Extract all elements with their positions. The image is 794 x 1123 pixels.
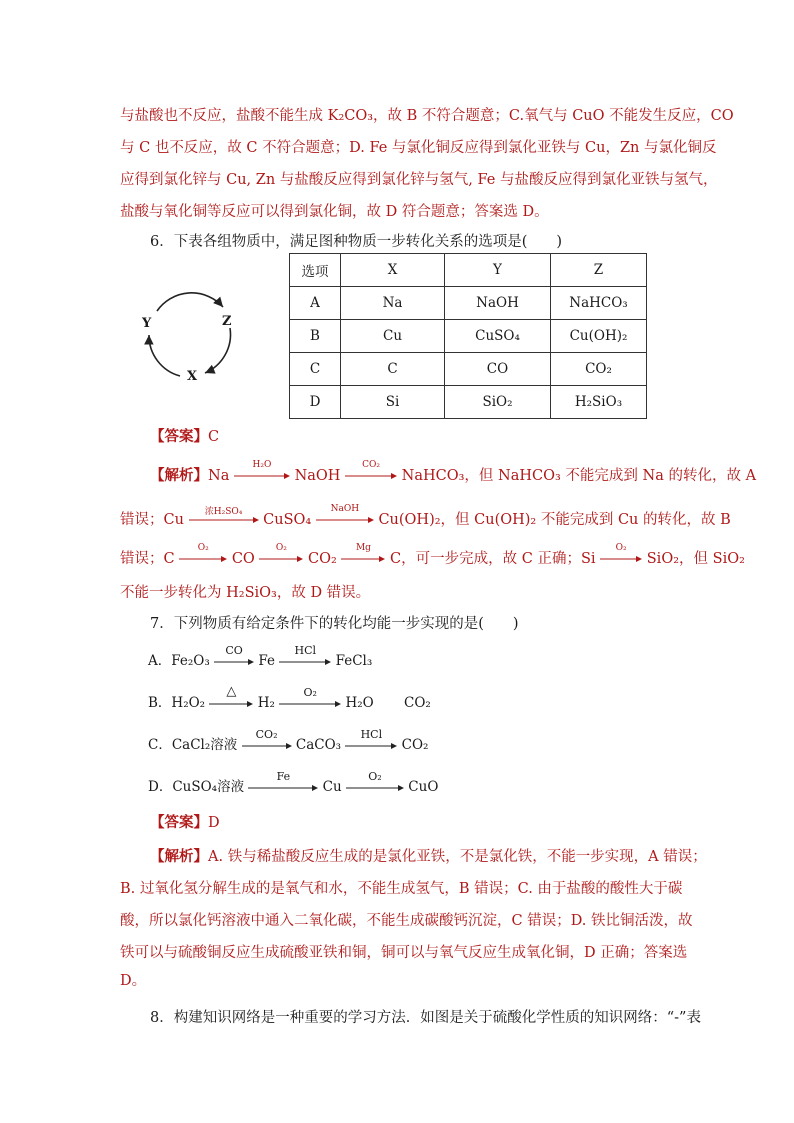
arrow-condition: Fe [276, 769, 291, 783]
formula-text: A．Fe₂O₃ [148, 653, 210, 669]
table-row [290, 353, 647, 386]
cycle-label-z: Z [222, 314, 232, 329]
arrow-condition: O₂ [615, 543, 627, 553]
table-cell: A [290, 287, 341, 320]
table-cell: Na [341, 287, 445, 320]
answer-label: 【答案】 [150, 428, 208, 445]
reaction-arrow [316, 504, 374, 524]
q6-analysis-line-1 [150, 460, 757, 485]
formula-text: Fe [258, 653, 275, 669]
q7-analysis-line-1 [150, 845, 707, 866]
table-cell: NaOH [445, 287, 551, 320]
reaction-arrow [242, 727, 292, 750]
reaction-arrow [234, 460, 290, 480]
cycle-label-x: X [187, 369, 198, 384]
formula-text: CO [231, 551, 255, 567]
analysis-text: A. 铁与稀盐酸反应生成的是氯化亚铁，不是氯化铁，不能一步实现，A 错误； [208, 849, 707, 865]
reaction-arrow [248, 769, 318, 792]
table-cell: C [290, 353, 341, 386]
options-table [289, 253, 647, 419]
formula-text: CuO [408, 779, 439, 795]
formula-text: B．H₂O₂ [148, 695, 206, 711]
table-cell: C [341, 353, 445, 386]
arrow-condition: 浓H₂SO₄ [204, 507, 243, 517]
analysis-label: 【解析】 [150, 848, 208, 865]
q7-analysis-line-5: D。 [120, 973, 147, 989]
q7-option-b [148, 683, 431, 711]
reaction-arrow [341, 543, 385, 563]
table-cell: Cu [341, 320, 445, 353]
formula-text: CuSO₄ [263, 512, 312, 528]
formula-text: C，可一步完成，故 C 正确；Si [390, 551, 596, 567]
arrow-condition: NaOH [330, 504, 360, 514]
formula-text: Cu [322, 779, 342, 795]
reaction-arrow [345, 727, 397, 750]
answer-label: 【答案】 [150, 814, 208, 831]
reaction-arrow [259, 543, 303, 563]
q7-analysis-line-4: 铁可以与硫酸铜反应生成硫酸亚铁和铜，铜可以与氧气反应生成氧化铜，D 正确；答案选 [120, 945, 688, 961]
q6-analysis-line-3 [120, 543, 745, 568]
table-header-cell: X [341, 254, 445, 287]
q6-analysis-line-4: 不能一步转化为 H₂SiO₃，故 D 错误。 [120, 585, 371, 601]
reaction-arrow [600, 543, 642, 563]
formula-text: CO₂ [401, 737, 429, 753]
analysis-text-line: 与盐酸也不反应，盐酸不能生成 K₂CO₃，故 B 不符合题意；C.氧气与 CuO 不能发生反应，CO [120, 108, 734, 124]
formula-text: CO₂ [308, 551, 337, 567]
arrow-condition: O₂ [303, 685, 317, 699]
formula-text: Na [208, 468, 230, 484]
table-cell: B [290, 320, 341, 353]
question-7-stem: 7．下列物质有给定条件下的转化均能一步实现的是( ) [150, 616, 519, 632]
table-row [290, 320, 647, 353]
table-cell: SiO₂ [445, 386, 551, 419]
reaction-arrow [189, 507, 259, 524]
q6-answer [150, 425, 219, 446]
q7-answer [150, 811, 220, 832]
analysis-label: 【解析】 [150, 467, 208, 484]
formula-text: NaHCO₃，但 NaHCO₃ 不能完成到 Na 的转化，故 A [401, 468, 757, 484]
formula-text: Cu(OH)₂，但 Cu(OH)₂ 不能完成到 Cu 的转化，故 B [378, 512, 731, 528]
arrow-condition: Mg [355, 543, 371, 553]
arrow-condition: HCl [294, 643, 317, 657]
arrow-condition: H₂O [252, 460, 272, 470]
reaction-arrow [279, 685, 341, 708]
reaction-arrow [346, 769, 404, 792]
formula-text: H₂O [345, 695, 374, 711]
answer-value: D [208, 815, 220, 831]
arrow-condition: CO₂ [255, 727, 278, 741]
analysis-text-line: 应得到氯化锌与 Cu, Zn 与盐酸反应得到氯化锌与氢气, Fe 与盐酸反应得到氯化亚铁与氢气， [120, 172, 718, 188]
table-row [290, 287, 647, 320]
formula-text: D．CuSO₄溶液 [148, 779, 245, 795]
formula-text: CO₂ [404, 695, 431, 711]
q7-analysis-line-3: 酸，所以氯化钙溶液中通入二氧化碳，不能生成碳酸钙沉淀，C 错误；D. 铁比铜活泼，故 [120, 913, 693, 929]
table-cell: NaHCO₃ [551, 287, 647, 320]
q7-analysis-line-2: B. 过氧化氢分解生成的是氧气和水，不能生成氢气，B 错误；C. 由于盐酸的酸性大于碳 [120, 881, 683, 897]
table-header-row [290, 254, 647, 287]
arrow-condition: O₂ [197, 543, 209, 553]
reaction-arrow [209, 683, 253, 708]
table-header-cell: Z [551, 254, 647, 287]
table-header-cell: 选项 [290, 254, 341, 287]
reaction-arrow [345, 460, 397, 480]
q7-option-d [148, 769, 439, 795]
answer-value: C [208, 429, 220, 445]
reaction-arrow [214, 643, 254, 666]
q6-analysis-line-2 [120, 504, 731, 529]
table-cell: Cu(OH)₂ [551, 320, 647, 353]
formula-text: H₂ [257, 695, 275, 711]
arrow-condition: CO [225, 643, 243, 657]
q7-option-a [148, 643, 373, 669]
table-cell: CO₂ [551, 353, 647, 386]
formula-text: SiO₂，但 SiO₂ [646, 551, 745, 567]
question-8-stem: 8．构建知识网络是一种重要的学习方法．如图是关于硫酸化学性质的知识网络：“-”表 [150, 1010, 701, 1026]
table-cell: CO [445, 353, 551, 386]
formula-text: 错误；Cu [120, 512, 184, 528]
cycle-label-y: Y [142, 316, 152, 331]
analysis-text-line: 盐酸与氧化铜等反应可以得到氯化铜，故 D 符合题意；答案选 D。 [120, 204, 549, 220]
formula-text: CaCO₃ [295, 737, 342, 753]
formula-text: FeCl₃ [335, 653, 373, 669]
table-cell: H₂SiO₃ [551, 386, 647, 419]
reaction-arrow [179, 543, 227, 563]
table-cell: CuSO₄ [445, 320, 551, 353]
arrow-condition: O₂ [368, 769, 382, 783]
arrow-condition: O₂ [275, 543, 287, 553]
formula-text: C．CaCl₂溶液 [148, 737, 238, 753]
arrow-condition: HCl [360, 727, 383, 741]
question-6-stem: 6．下表各组物质中，满足图种物质一步转化关系的选项是( ) [150, 234, 563, 250]
table-row [290, 386, 647, 419]
formula-text: 错误；C [120, 551, 175, 567]
table-cell: Si [341, 386, 445, 419]
reaction-arrow [279, 643, 331, 666]
table-header-cell: Y [445, 254, 551, 287]
cycle-diagram [135, 283, 245, 388]
table-cell: D [290, 386, 341, 419]
arrow-condition: △ [226, 683, 237, 699]
analysis-text-line: 与 C 也不反应，故 C 不符合题意；D. Fe 与氯化铜反应得到氯化亚铁与 Cu，Zn 与氯化铜反 [120, 140, 717, 156]
q7-option-c [148, 727, 429, 753]
formula-text: NaOH [294, 468, 341, 484]
arrow-condition: CO₂ [362, 460, 380, 470]
